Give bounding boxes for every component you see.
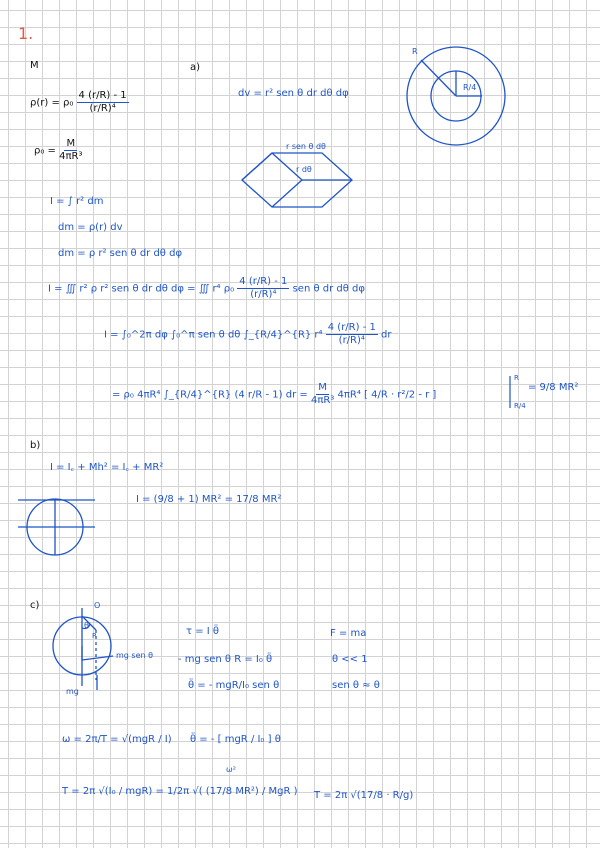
- part-b-label: b): [30, 440, 41, 451]
- radial-integral-equation: = ρ₀ 4πR⁴ ∫_{R/4}^{R} (4 r/R - 1) dr = $\frac{M}{\text{4πR³}}$ 4πR⁴ [ 4/R · r²/2 - r ]: [112, 382, 437, 406]
- part-a-label: a): [190, 62, 201, 73]
- upper-limit: R: [514, 374, 519, 382]
- newton-equation: F = ma: [330, 628, 367, 639]
- angular-frequency-equation: ω = 2π/T = √(mgR / I): [62, 734, 172, 745]
- small-angle-condition: θ << 1: [332, 654, 368, 665]
- dm-equation-1: dm = ρ(r) dv: [58, 222, 123, 233]
- weight-label: mg: [66, 687, 79, 696]
- part-c-label: c): [30, 600, 40, 611]
- torque-equation: τ = I θ̈: [186, 626, 220, 637]
- lower-limit: R/4: [514, 402, 526, 410]
- separated-integral-equation: I = ∫₀^2π dφ ∫₀^π sen θ dθ ∫_{R/4}^{R} r⁴ $\frac{4 (r/R) - 1}{\text{(r/R)⁴}}$ dr: [104, 322, 392, 346]
- volume-element-figure: [242, 153, 352, 207]
- mass-label: M: [30, 60, 39, 71]
- part-b-result: I = (9/8 + 1) MR² = 17/8 MR²: [136, 494, 282, 505]
- harmonic-equation: θ̈ = - [ mgR / I₀ ] θ: [190, 734, 281, 745]
- triple-integral-equation: I = ∭ r² ρ r² sen θ dr dθ dφ = ∭ r⁴ ρ₀ $\frac{4 (r/R) - 1}{\text{(r/R)⁴}}$ sen θ dr dθ dφ: [48, 276, 365, 300]
- small-angle-approximation: sen θ ≈ θ: [332, 680, 380, 691]
- sphere-shell-figure: [407, 47, 505, 145]
- parallel-axis-equation: I = I꜀ + Mh² = I꜀ + MR²: [50, 462, 164, 473]
- omega-squared-label: ω²: [226, 765, 236, 774]
- sphere-outer-label: R: [412, 47, 418, 56]
- force-label: mg sen θ: [116, 651, 154, 660]
- dm-equation-2: dm = ρ r² sen θ dr dθ dφ: [58, 248, 183, 259]
- sphere-inner-label: R/4: [463, 83, 477, 92]
- radius-label: R: [92, 632, 97, 640]
- rho0-definition: ρ₀ = $\frac{M}{\text{4πR³}}$: [34, 138, 83, 162]
- parallel-axis-figure: [18, 499, 95, 555]
- cell-top-label: r sen θ dθ: [286, 142, 326, 151]
- pendulum-figure: [53, 608, 113, 690]
- density-equation: ρ(r) = ρ₀ $\frac{4 (r/R) - 1}{\text{(r/R)⁴}}$: [30, 90, 127, 114]
- period-result: T = 2π √(17/8 · R/g): [314, 790, 414, 801]
- cell-inner-label: r dθ: [296, 165, 312, 174]
- inertia-definition: I = ∫ r² dm: [50, 196, 104, 207]
- torque-balance-equation: - mg sen θ R = I₀ θ̈: [178, 654, 273, 665]
- period-equation: T = 2π √(I₀ / mgR) = 1/2π √( (17/8 MR²) / MgR ): [62, 786, 298, 797]
- angle-label: θ: [84, 621, 89, 630]
- part-a-result: = 9/8 MR²: [528, 382, 579, 393]
- problem-number: 1.: [18, 24, 34, 43]
- pivot-label: O: [94, 601, 101, 610]
- angular-acceleration-equation: θ̈ = - mgR/I₀ sen θ: [188, 680, 280, 691]
- volume-element-equation: dv = r² sen θ dr dθ dφ: [238, 88, 349, 99]
